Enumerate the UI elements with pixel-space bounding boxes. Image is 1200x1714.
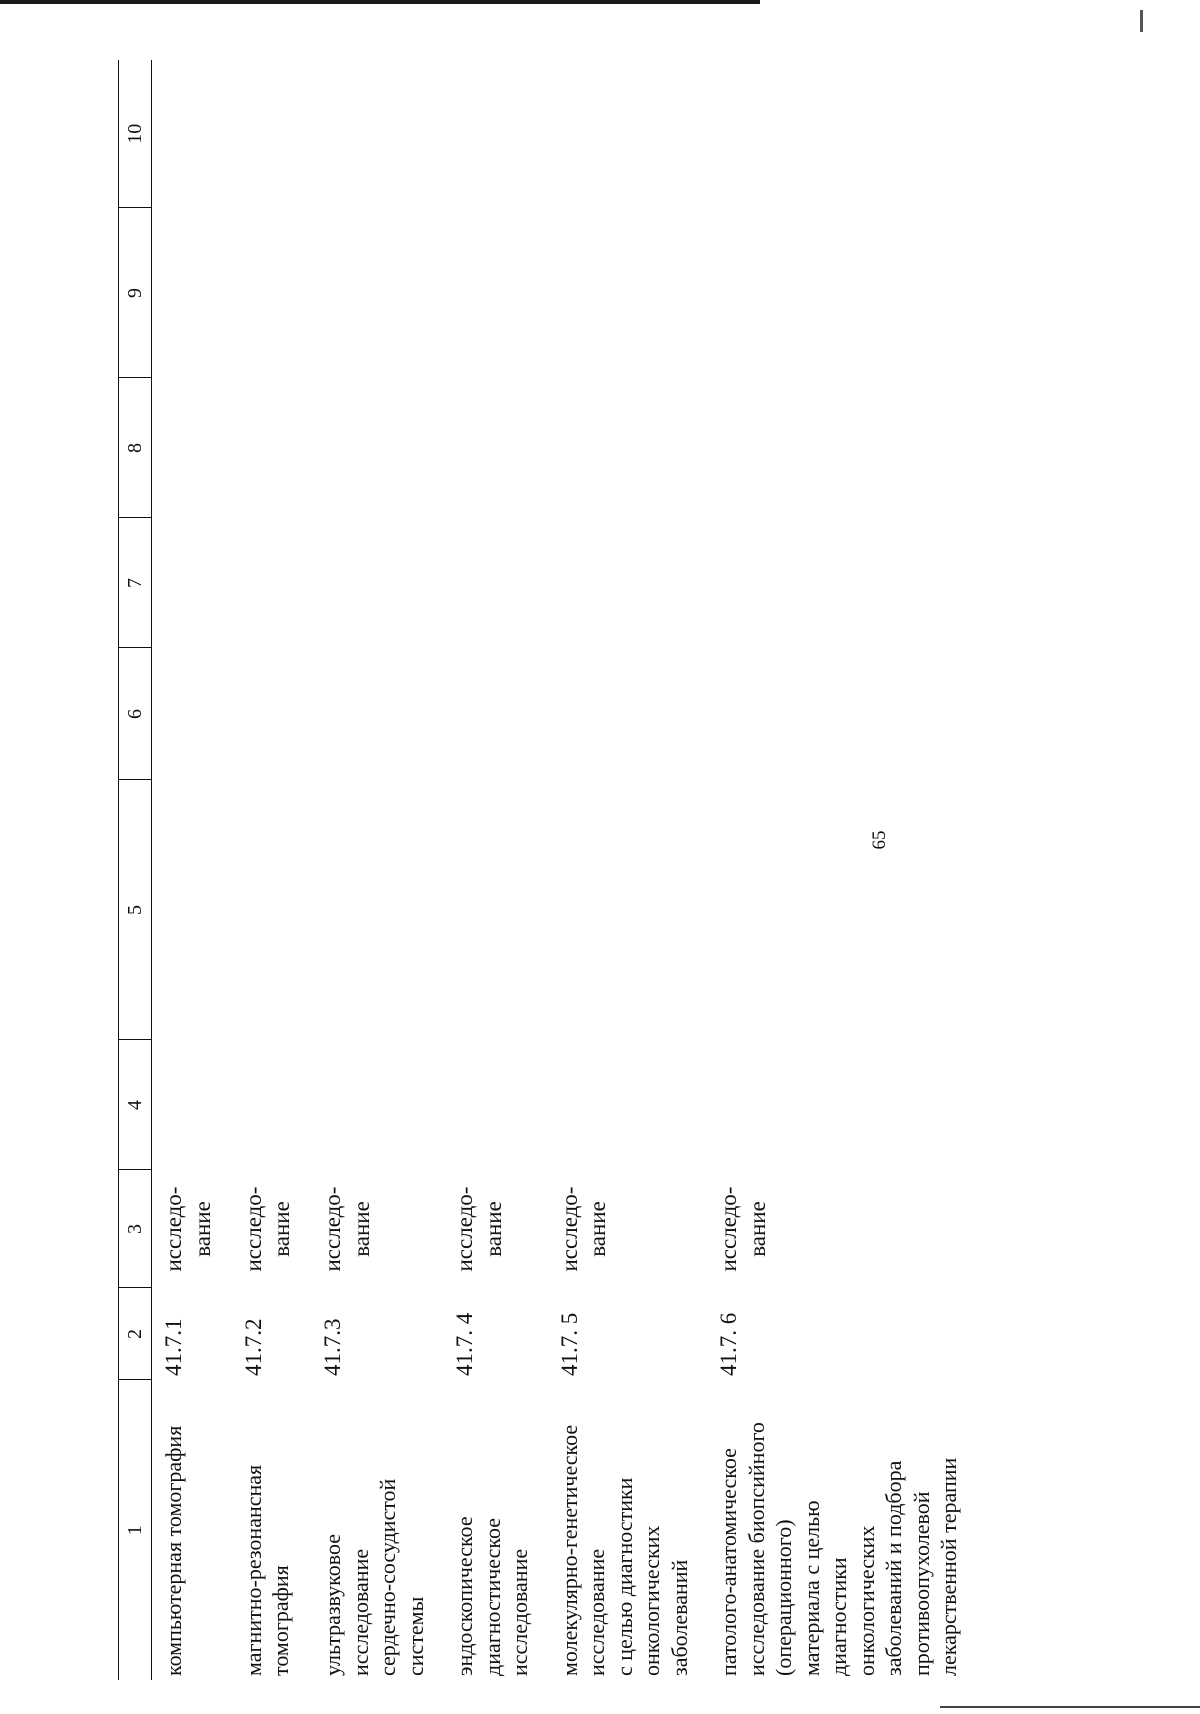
empty-cell bbox=[232, 378, 312, 518]
table-body bbox=[152, 60, 977, 1680]
unit-cell: исследо- вание bbox=[320, 1186, 374, 1272]
empty-cell bbox=[152, 208, 232, 378]
empty-cell bbox=[707, 648, 977, 780]
service-code-cell: 41.7.1 bbox=[161, 1318, 186, 1376]
column-header: 1 bbox=[119, 1380, 152, 1680]
column-header: 3 bbox=[119, 1170, 152, 1288]
empty-cell bbox=[443, 780, 548, 1040]
empty-cell bbox=[311, 60, 443, 208]
table-row bbox=[232, 60, 312, 1680]
service-name-cell: магнитно-резонансная томография bbox=[240, 1464, 293, 1676]
empty-cell bbox=[311, 1040, 443, 1170]
empty-cell bbox=[232, 518, 312, 648]
table-row bbox=[707, 60, 977, 1680]
empty-cell bbox=[232, 648, 312, 780]
table-header bbox=[119, 60, 152, 1680]
service-code-cell: 41.7.2 bbox=[240, 1318, 266, 1376]
table-row bbox=[311, 60, 443, 1680]
empty-cell bbox=[707, 1040, 977, 1170]
table-row bbox=[443, 60, 548, 1680]
header-row bbox=[119, 60, 152, 1680]
empty-cell bbox=[311, 208, 443, 378]
empty-cell bbox=[443, 208, 548, 378]
empty-cell bbox=[443, 378, 548, 518]
scan-artifact-top bbox=[0, 0, 760, 4]
column-header: 4 bbox=[119, 1040, 152, 1170]
empty-cell bbox=[311, 648, 443, 780]
empty-cell bbox=[152, 1040, 232, 1170]
column-header: 8 bbox=[119, 378, 152, 518]
empty-cell bbox=[707, 780, 977, 1040]
empty-cell bbox=[232, 780, 312, 1040]
service-code-cell: 41.7.3 bbox=[320, 1318, 345, 1376]
empty-cell bbox=[548, 648, 708, 780]
empty-cell bbox=[707, 60, 977, 208]
empty-cell bbox=[548, 378, 708, 518]
empty-cell bbox=[443, 60, 548, 208]
empty-cell bbox=[232, 60, 312, 208]
unit-cell: исследо- вание bbox=[452, 1186, 506, 1272]
empty-cell bbox=[707, 518, 977, 648]
empty-cell bbox=[152, 780, 232, 1040]
scan-artifact-bottom bbox=[940, 1706, 1200, 1708]
empty-cell bbox=[707, 208, 977, 378]
table-row bbox=[548, 60, 708, 1680]
column-header: 5 bbox=[119, 780, 152, 1040]
empty-cell bbox=[152, 60, 232, 208]
scan-artifact-right bbox=[1140, 10, 1143, 32]
empty-cell bbox=[311, 518, 443, 648]
service-code-cell: 41.7. 6 bbox=[716, 1312, 741, 1376]
empty-cell bbox=[548, 1040, 708, 1170]
empty-cell bbox=[311, 780, 443, 1040]
service-name-cell: эндоскопическое диагностическое исследование bbox=[452, 1516, 532, 1676]
rotated-table-container bbox=[118, 60, 961, 1680]
unit-cell: исследо- вание bbox=[161, 1186, 215, 1272]
empty-cell bbox=[443, 1040, 548, 1170]
table-row bbox=[152, 60, 232, 1680]
empty-cell bbox=[232, 1040, 312, 1170]
column-header: 7 bbox=[119, 518, 152, 648]
unit-cell: исследо- вание bbox=[556, 1186, 611, 1272]
empty-cell bbox=[548, 518, 708, 648]
service-code-cell: 41.7. 5 bbox=[556, 1312, 582, 1376]
column-header: 10 bbox=[119, 60, 152, 208]
empty-cell bbox=[548, 60, 708, 208]
service-name-cell: молекулярно-генетическое исследование с целью диагностики онкологических заболеваний bbox=[556, 1424, 692, 1676]
service-name-cell: ультразвуковое исследование сердечно-сосудистой системы bbox=[320, 1478, 428, 1676]
unit-cell: исследо- вание bbox=[716, 1186, 770, 1272]
service-name-cell: патолого-анатомическое исследование биопсийного (операционного) материала с целью диагностики онкологических заболеваний и подбора противоопухолевой лекарственной терапии bbox=[716, 1422, 961, 1676]
column-header: 6 bbox=[119, 648, 152, 780]
services-table bbox=[118, 60, 977, 1680]
empty-cell bbox=[152, 648, 232, 780]
unit-cell: исследо- вание bbox=[240, 1186, 295, 1272]
service-name-cell: компьютерная томография bbox=[161, 1425, 186, 1676]
empty-cell bbox=[548, 208, 708, 378]
service-code-cell: 41.7. 4 bbox=[452, 1312, 477, 1376]
column-header: 2 bbox=[119, 1288, 152, 1380]
page-number: 65 bbox=[869, 830, 890, 850]
empty-cell bbox=[152, 378, 232, 518]
column-header: 9 bbox=[119, 208, 152, 378]
empty-cell bbox=[232, 208, 312, 378]
empty-cell bbox=[443, 518, 548, 648]
empty-cell bbox=[548, 780, 708, 1040]
empty-cell bbox=[311, 378, 443, 518]
empty-cell bbox=[707, 378, 977, 518]
empty-cell bbox=[443, 648, 548, 780]
empty-cell bbox=[152, 518, 232, 648]
